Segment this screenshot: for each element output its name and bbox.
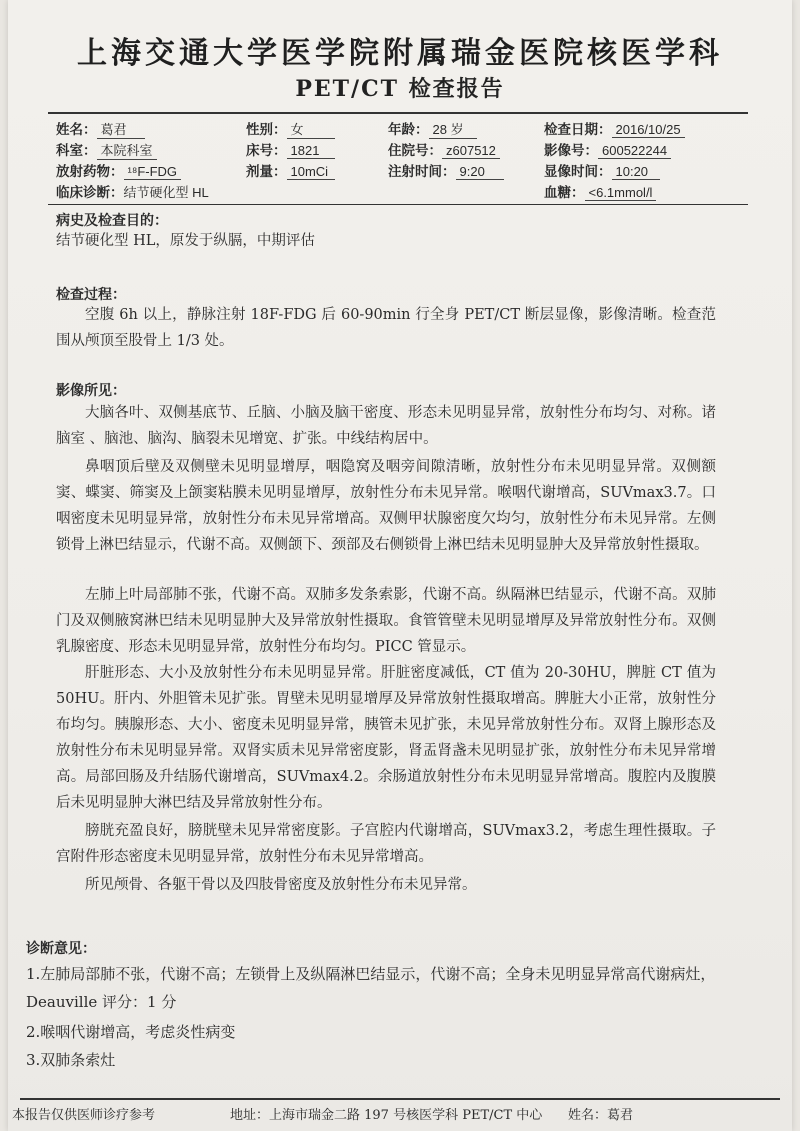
dept-label: 科室： (56, 143, 97, 159)
radiopharmaceutical: ¹⁸F-FDG (124, 164, 182, 180)
injection-time-label: 注射时间： (388, 164, 456, 180)
age-label: 年龄： (388, 122, 429, 138)
footer-address: 地址：上海市瑞金二路 197 号核医学科 PET/CT 中心 (230, 1108, 543, 1123)
procedure-heading: 检查过程： (56, 287, 126, 303)
scan-time: 10:20 (612, 164, 660, 180)
footer-disclaimer: 本报告仅供医师诊疗参考 (12, 1108, 156, 1123)
blood-glucose: <6.1mmol/l (585, 185, 657, 201)
image-no-label: 影像号： (544, 143, 598, 159)
scan-time-label: 显像时间： (544, 164, 612, 180)
header-divider (48, 112, 748, 114)
history-text: 结节硬化型 HL，原发于纵膈，中期评估 (56, 233, 315, 249)
bed-number: 1821 (287, 143, 335, 159)
info-divider (48, 204, 748, 205)
injection-time: 9:20 (456, 164, 504, 180)
findings-bone: 所见颅骨、各躯干骨以及四肢骨密度及放射性分布未见异常。 (85, 877, 477, 893)
dose: 10mCi (287, 164, 335, 180)
footer-name-label: 姓名： (568, 1108, 608, 1123)
diagnosis-heading: 诊断意见： (26, 941, 96, 957)
diagnosis-item: 3.双肺条索灶 (26, 1051, 116, 1069)
exam-date: 2016/10/25 (612, 122, 685, 138)
dept: 本院科室 (97, 140, 157, 160)
findings-chest: 左肺上叶局部肺不张，代谢不高。双肺多发条索影，代谢不高。纵隔淋巴结显示，代谢不高。双肺门及双侧腋窝淋巴结未见明显肿大及异常放射性摄取。食管管壁未见明显增厚及异常放射性分布。双侧乳腺密度、形态未见明显异常，放射性分布均匀。PICC 管显示。 (56, 587, 716, 655)
patient-name: 葛君 (97, 119, 145, 139)
findings-pelvis: 膀胱充盈良好，膀胱壁未见异常密度影。子宫腔内代谢增高，SUVmax3.2，考虑生理性摄取。子宫附件形态密度未见明显异常，放射性分布未见异常增高。 (56, 823, 716, 865)
report-page (8, 0, 792, 1131)
hospital-name: 上海交通大学医学院附属瑞金医院核医学科 (77, 36, 723, 71)
patient-sex: 女 (287, 119, 335, 139)
clinical-diagnosis: 结节硬化型 HL (123, 185, 209, 200)
diagnosis-item: 1.左肺局部肺不张，代谢不高；左锁骨上及纵隔淋巴结显示，代谢不高；全身未见明显异常高代谢病灶，Deauville 评分：1 分 (26, 965, 716, 1011)
procedure-text: 空腹 6h 以上，静脉注射 18F-FDG 后 60-90min 行全身 PET/CT 断层显像，影像清晰。检查范围从颅顶至股骨上 1/3 处。 (56, 307, 716, 349)
bed-label: 床号： (246, 143, 287, 159)
dose-label: 剂量： (246, 164, 287, 180)
report-title: PET/CT 检查报告 (295, 76, 505, 102)
history-heading: 病史及检查目的： (56, 213, 168, 229)
findings-abdomen: 肝脏形态、大小及放射性分布未见明显异常。肝脏密度减低，CT 值为 20-30HU，脾脏 CT 值为 50HU。肝内、外胆管未见扩张。胃壁未见明显增厚及异常放射性摄取增高。脾脏大小正常，放射性分布均匀。胰腺形态、大小、密度未见明显异常，胰管未见扩张，未见异常放射性分布。双肾上腺形态及放射性分布未见明显异常。双肾实质未见异常密度影，肾盂肾盏未见明显扩张，放射性分布未见异常增高。局部回肠及升结肠代谢增高，SUVmax4.2。余肠道放射性分布未见明显异常增高。腹腔内及腹膜后未见明显肿大淋巴结及异常放射性分布。 (56, 665, 716, 811)
patient-age: 28 岁 (429, 119, 477, 139)
clinical-diagnosis-label: 临床诊断： (56, 185, 124, 201)
findings-brain: 大脑各叶、双侧基底节、丘脑、小脑及脑干密度、形态未见明显异常，放射性分布均匀、对称。诸脑室 、脑池、脑沟、脑裂未见增宽、扩张。中线结构居中。 (56, 405, 716, 447)
glucose-label: 血糖： (544, 185, 585, 201)
sex-label: 性别： (246, 122, 287, 138)
inpatient-label: 住院号： (388, 143, 442, 159)
footer-name: 葛君 (607, 1108, 634, 1123)
findings-heading: 影像所见： (56, 383, 126, 399)
inpatient-number: z607512 (442, 143, 500, 159)
diagnosis-item: 2.喉咽代谢增高，考虑炎性病变 (26, 1023, 236, 1041)
image-number: 600522244 (598, 143, 671, 159)
exam-date-label: 检查日期： (544, 122, 612, 138)
drug-label: 放射药物： (56, 164, 124, 180)
name-label: 姓名： (56, 122, 97, 138)
footer-divider (20, 1098, 780, 1100)
findings-head-neck: 鼻咽顶后壁及双侧壁未见明显增厚，咽隐窝及咽旁间隙清晰，放射性分布未见明显异常。双侧额窦、蝶窦、筛窦及上颌窦粘膜未见明显增厚，放射性分布未见异常。喉咽代谢增高，SUVmax3.7。口咽密度未见明显异常，放射性分布未见异常增高。双侧甲状腺密度欠均匀，放射性分布未见异常。左侧锁骨上淋巴结显示，代谢不高。双侧颌下、颈部及右侧锁骨上淋巴结未见明显肿大及异常放射性摄取。 (56, 459, 716, 553)
